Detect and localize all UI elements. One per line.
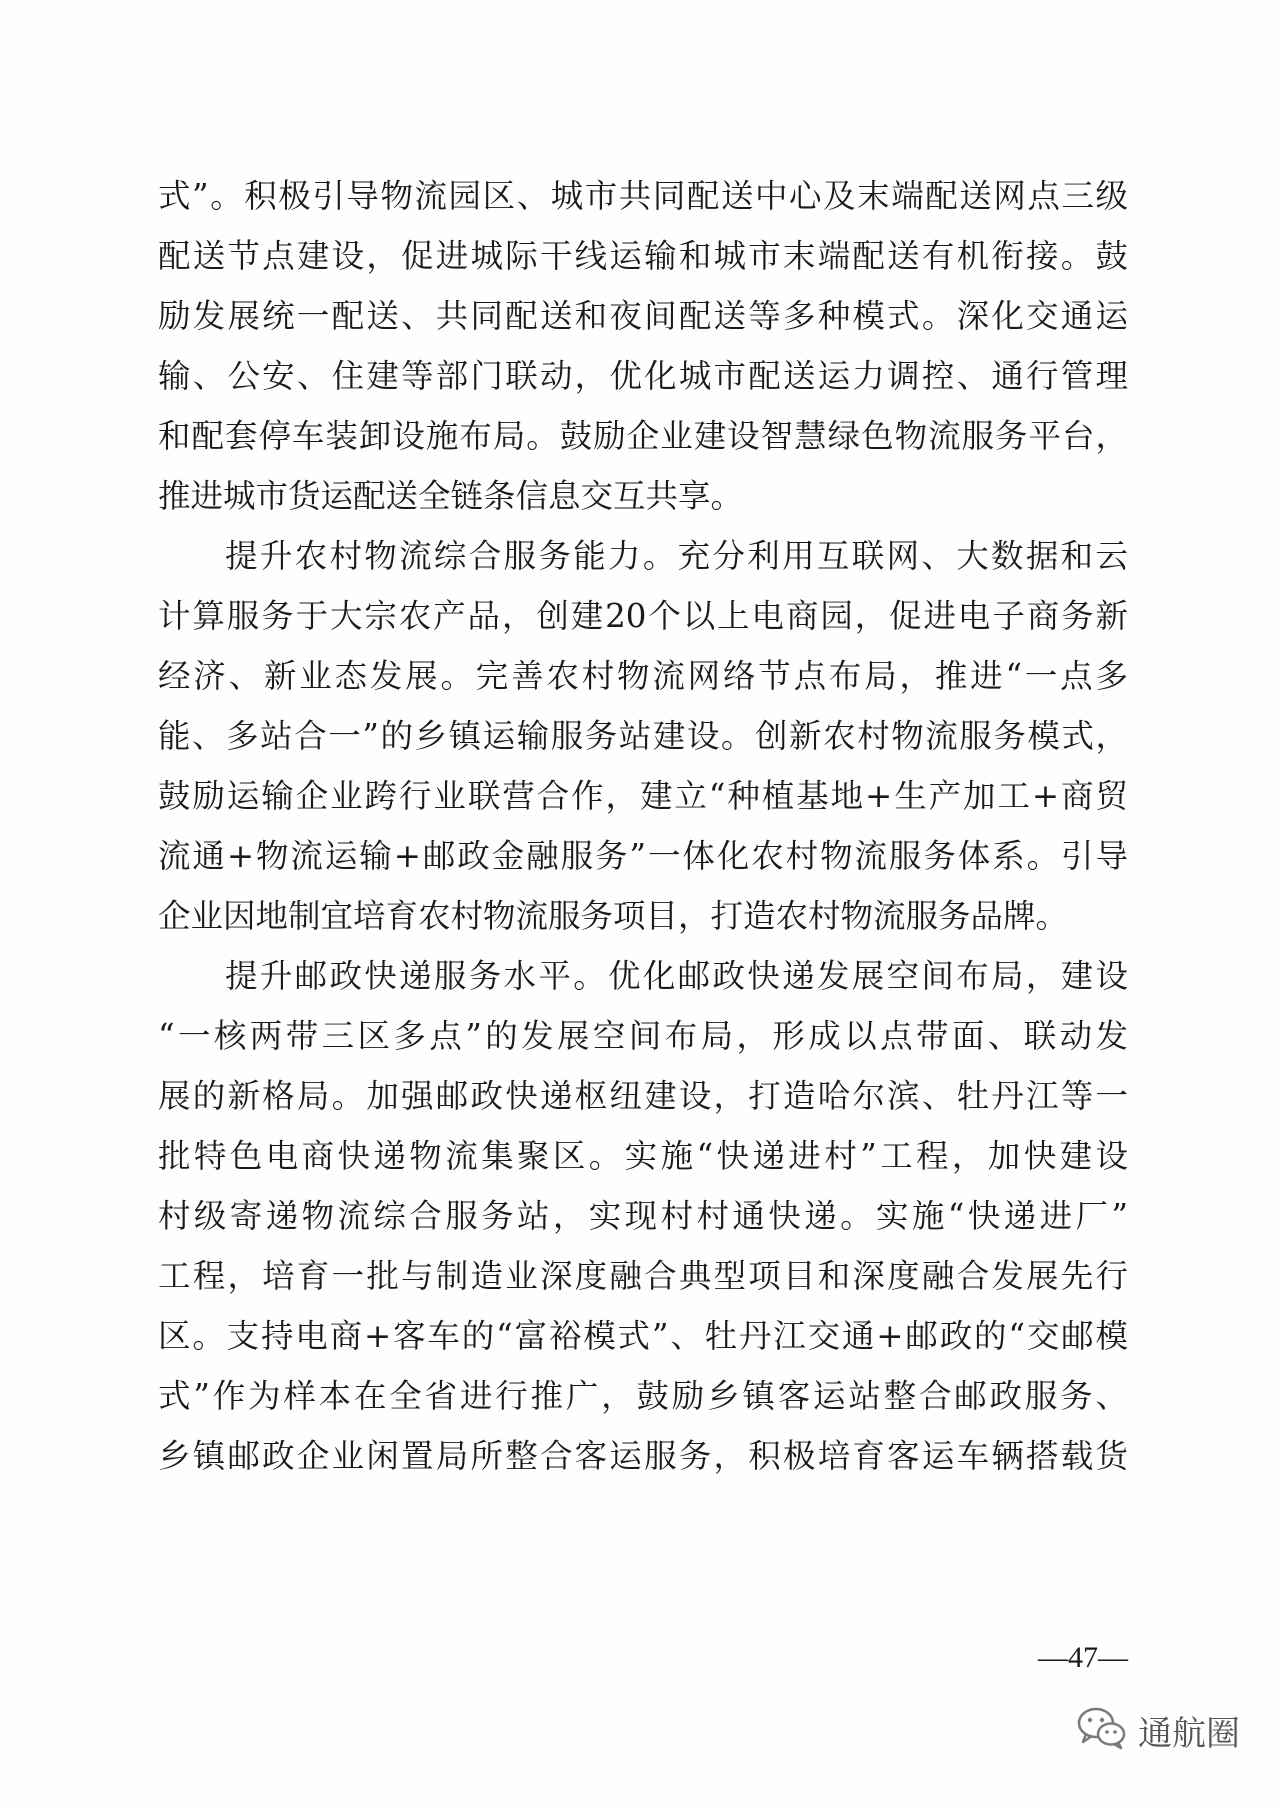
text-line: 式”。积极引导物流园区、城市共同配送中心及末端配送网点三级 [158,177,1128,215]
text-line: 能、多站合一”的乡镇运输服务站建设。创新农村物流服务模式， [158,717,1128,755]
text-line: 区。支持电商+客车的“富裕模式”、牡丹江交通+邮政的“交邮模 [158,1317,1128,1355]
text-line: 展的新格局。加强邮政快递枢纽建设，打造哈尔滨、牡丹江等一 [158,1077,1128,1115]
text-line: 批特色电商快递物流集聚区。实施“快递进村”工程，加快建设 [158,1137,1128,1175]
text-line: 鼓励运输企业跨行业联营合作，建立“种植基地+生产加工+商贸 [158,777,1128,815]
text-line: 经济、新业态发展。完善农村物流网络节点布局，推进“一点多 [158,657,1128,695]
watermark [1076,1700,1240,1760]
text-line: “一核两带三区多点”的发展空间布局，形成以点带面、联动发 [158,1017,1128,1055]
text-line: 配送节点建设，促进城际干线运输和城市末端配送有机衔接。鼓 [158,237,1128,275]
paragraph-first-line: 提升农村物流综合服务能力。充分利用互联网、大数据和云 [225,537,1128,575]
text-line: 乡镇邮政企业闲置局所整合客运服务，积极培育客运车辆搭载货 [158,1437,1128,1475]
text-line: 励发展统一配送、共同配送和夜间配送等多种模式。深化交通运 [158,297,1128,335]
text-line: 企业因地制宜培育农村物流服务项目，打造农村物流服务品牌。 [158,897,1069,935]
watermark-text: 通航圈 [1138,1713,1240,1754]
text-line: 计算服务于大宗农产品，创建20个以上电商园，促进电子商务新 [158,597,1128,635]
text-line: 推进城市货运配送全链条信息交互共享。 [158,477,744,515]
text-line: 式”作为样本在全省进行推广，鼓励乡镇客运站整合邮政服务、 [158,1377,1128,1415]
text-line: 输、公安、住建等部门联动，优化城市配送运力调控、通行管理 [158,357,1128,395]
text-line: 流通+物流运输+邮政金融服务”一体化农村物流服务体系。引导 [158,837,1128,875]
wechat-icon [1076,1705,1128,1755]
paragraph-first-line: 提升邮政快递服务水平。优化邮政快递发展空间布局，建设 [225,957,1128,995]
text-line: 和配套停车装卸设施布局。鼓励企业建设智慧绿色物流服务平台， [158,417,1128,455]
text-line: 工程，培育一批与制造业深度融合典型项目和深度融合发展先行 [158,1257,1128,1295]
page-number: —47— [1038,1641,1128,1674]
text-line: 村级寄递物流综合服务站，实现村村通快递。实施“快递进厂” [158,1197,1128,1235]
